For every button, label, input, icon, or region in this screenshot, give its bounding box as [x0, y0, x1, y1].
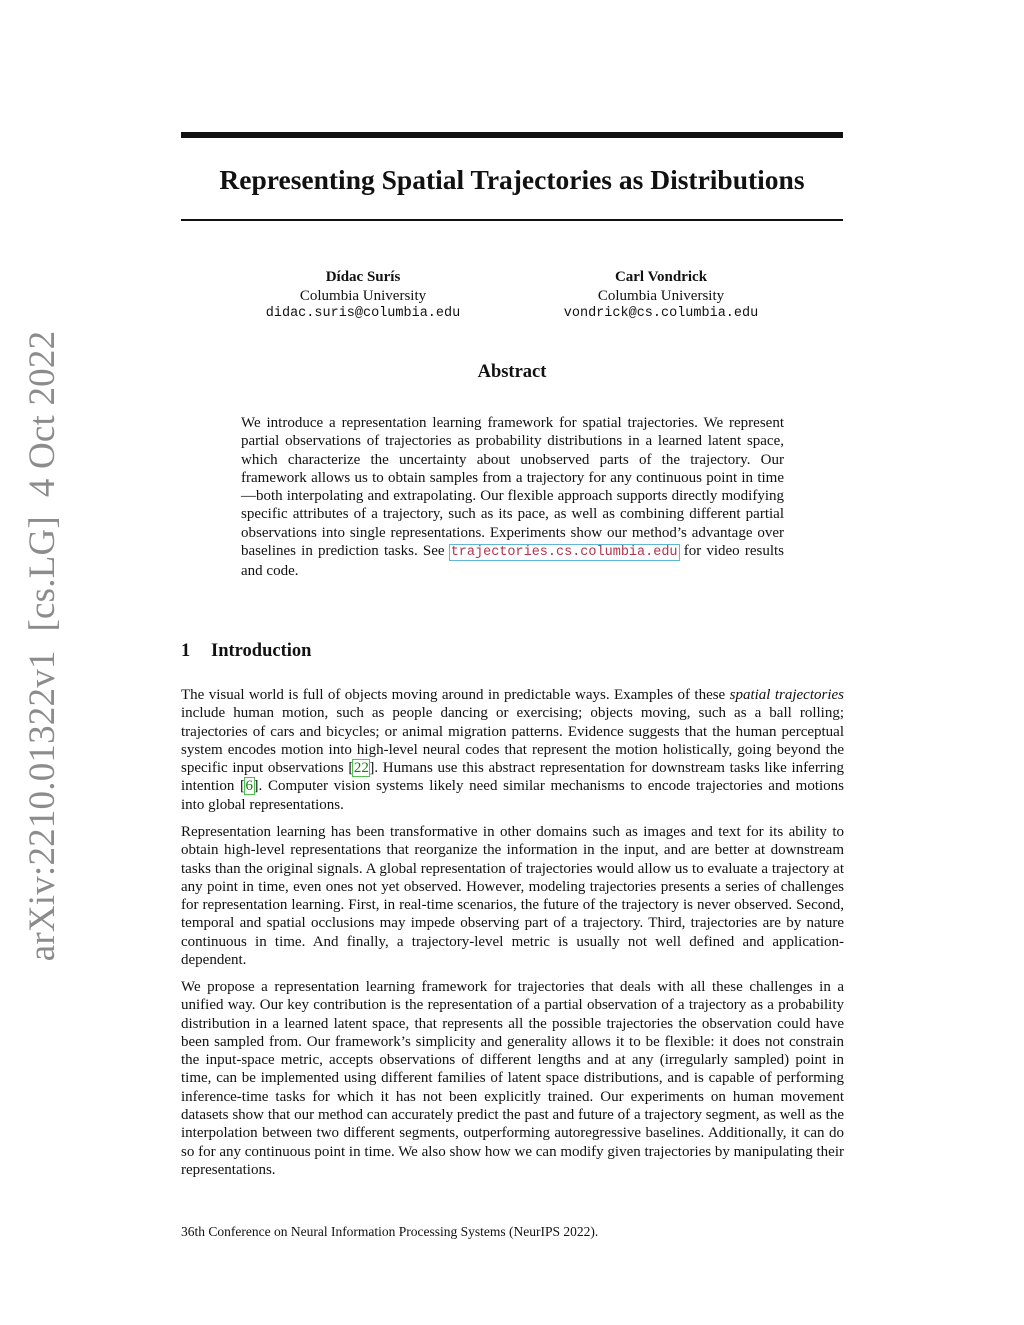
citation-link[interactable]: 6: [245, 778, 254, 795]
section-heading-introduction: [181, 639, 311, 663]
intro-paragraph-1: The visual world is full of objects moving around in predictable ways. Examples of these spatial trajectories include human motion, such as people dancing or exercising; objects moving, such as a ball rolling; trajectories of cars and bicycles; or animal migration patterns. Evidence suggests that the human perceptual system encodes motion into high-level neural codes that represent the motion holistically, going beyond the specific input observations [22]. Humans use this abstract representation for downstream tasks like inferring intention [6]. Computer vision systems likely need similar mechanisms to encode trajectories and motions into global representations.: [181, 687, 844, 813]
abstract-text: We introduce a representation learning framework for spatial trajectories. We represent partial observations of trajectories as probability distributions in a learned latent space, which characterize the uncertainty about unobserved parts of the trajectory. Our framework allows us to obtain samples from a trajectory for any continuous point in time—both interpolating and extrapolating. Our flexible approach supports directly modifying specific attributes of a trajectory, such as its pace, as well as combining different partial observations into single representations. Experiments show our method’s advantage over baselines in prediction tasks. See trajectories.cs.columbia.edu for video results and code.: [241, 415, 784, 580]
section-title: Introduction: [211, 641, 312, 661]
title-top-rule: [181, 132, 843, 138]
section-number: 1: [181, 641, 191, 661]
author-email: vondrick@cs.columbia.edu: [563, 306, 759, 321]
citation-link[interactable]: 22: [353, 760, 369, 777]
author-block-1: [213, 268, 513, 324]
title-bottom-rule: [181, 219, 843, 221]
conference-footnote: 36th Conference on Neural Information Processing Systems (NeurIPS 2022).: [181, 1224, 599, 1239]
arxiv-identifier-stamp: arXiv:2210.01322v1 [cs.LG] 4 Oct 2022: [22, 330, 63, 962]
author-name: Dídac Surís: [325, 269, 401, 285]
author-affiliation: Columbia University: [597, 287, 725, 304]
author-name: Carl Vondrick: [614, 269, 708, 285]
author-affiliation: Columbia University: [299, 287, 427, 304]
author-block-2: [511, 268, 811, 324]
emphasis-spatial-trajectories: spatial trajectories: [729, 687, 844, 703]
project-url-link[interactable]: trajectories.cs.columbia.edu: [450, 545, 678, 561]
intro-paragraph-2: Representation learning has been transformative in other domains such as images and text for its ability to obtain high-level representations that reorganize the information in the input, and are better at downstream tasks than the original signals. A global representation of trajectories would allow us to evaluate a trajectory at any point in time, even ones not yet observed. However, modeling trajectories presents a series of challenges for representation learning. First, in real-time scenarios, the future of the trajectory is never observed. Second, temporal and spatial occlusions may impede observing part of a trajectory. Third, trajectories are by nature continuous in time. And finally, a trajectory-level metric is usually not well defined and application-dependent.: [181, 824, 844, 969]
intro-paragraph-3: We propose a representation learning framework for trajectories that deals with all these challenges in a unified way. Our key contribution is the representation of a partial observation of a trajectory as a probability distribution in a learned latent space, that represents all the possible trajectories the observation could have been sampled from. Our framework’s simplicity and generality allows it to be flexible: it does not constrain the input-space metric, accepts observations of different lengths and at any (irregularly sampled) point in time, can be implemented using different families of latent space distributions, and is capable of performing inference-time tasks for which it has not been explicitly trained. Our experiments on human movement datasets show that our method can accurately predict the past and future of a trajectory segment, as well as the interpolation between two different segments, outperforming autoregressive baselines. Additionally, it can do so for any continuous point in time. We also show how we can modify given trajectories by manipulating their representations.: [181, 979, 844, 1178]
author-email: didac.suris@columbia.edu: [265, 306, 461, 321]
abstract-heading: Abstract: [477, 362, 547, 382]
paper-title: Representing Spatial Trajectories as Distributions: [219, 164, 805, 195]
